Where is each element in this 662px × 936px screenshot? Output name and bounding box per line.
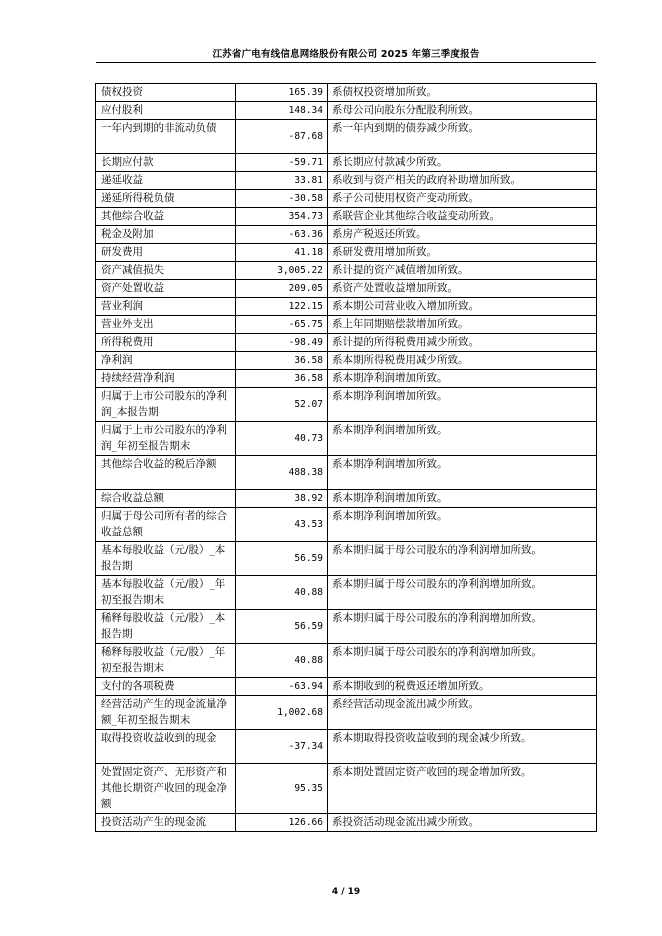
item-cell: 递延所得税负债 [96,190,236,208]
table-row [96,814,597,832]
reason-cell: 系本期净利润增加所致。 [328,422,597,456]
item-cell: 支付的各项税费 [96,678,236,696]
table-row [96,764,597,814]
item-cell: 稀释每股收益（元/股）_本报告期 [96,610,236,644]
value-cell: 40.88 [236,644,328,678]
item-cell: 经营活动产生的现金流量净额_年初至报告期末 [96,696,236,730]
item-cell: 投资活动产生的现金流 [96,814,236,832]
reason-cell: 系本期取得投资收益收到的现金减少所致。 [328,730,597,764]
reason-cell: 系本期归属于母公司股东的净利润增加所致。 [328,610,597,644]
reason-cell: 系本期净利润增加所致。 [328,370,597,388]
reason-cell: 系经营活动现金流出减少所致。 [328,696,597,730]
table-row [96,610,597,644]
reason-cell: 系本期收到的税费返还增加所致。 [328,678,597,696]
reason-cell: 系一年内到期的债券减少所致。 [328,120,597,154]
table-row [96,370,597,388]
reason-cell: 系收到与资产相关的政府补助增加所致。 [328,172,597,190]
item-cell: 税金及附加 [96,226,236,244]
item-cell: 净利润 [96,352,236,370]
value-cell: -59.71 [236,154,328,172]
value-cell: 95.35 [236,764,328,814]
table-row [96,490,597,508]
value-cell: 52.07 [236,388,328,422]
item-cell: 应付股利 [96,102,236,120]
item-cell: 处置固定资产、无形资产和其他长期资产收回的现金净额 [96,764,236,814]
item-cell: 营业利润 [96,298,236,316]
table-body [96,84,597,832]
table-row [96,542,597,576]
table-row [96,696,597,730]
value-cell: 43.53 [236,508,328,542]
page-number: 4 / 19 [331,887,361,897]
value-cell: -87.68 [236,120,328,154]
value-cell: 38.92 [236,490,328,508]
value-cell: -98.49 [236,334,328,352]
value-cell: -37.34 [236,730,328,764]
value-cell: 148.34 [236,102,328,120]
reason-cell: 系本期归属于母公司股东的净利润增加所致。 [328,644,597,678]
value-cell: -65.75 [236,316,328,334]
value-cell: -63.94 [236,678,328,696]
item-cell: 持续经营净利润 [96,370,236,388]
item-cell: 所得税费用 [96,334,236,352]
value-cell: 209.05 [236,280,328,298]
item-cell: 归属于上市公司股东的净利润_年初至报告期末 [96,422,236,456]
reason-cell: 系本期处置固定资产收回的现金增加所致。 [328,764,597,814]
table-row [96,730,597,764]
value-cell: 41.18 [236,244,328,262]
table-row [96,84,597,102]
reason-cell: 系本期公司营业收入增加所致。 [328,298,597,316]
item-cell: 其他综合收益 [96,208,236,226]
reason-cell: 系债权投资增加所致。 [328,84,597,102]
table-row [96,316,597,334]
table-row [96,190,597,208]
item-cell: 递延收益 [96,172,236,190]
item-cell: 取得投资收益收到的现金 [96,730,236,764]
header-rule [96,62,596,63]
item-cell: 长期应付款 [96,154,236,172]
table-row [96,508,597,542]
table-row [96,226,597,244]
reason-cell: 系上年同期赔偿款增加所致。 [328,316,597,334]
reason-cell: 系投资活动现金流出减少所致。 [328,814,597,832]
reason-cell: 系本期净利润增加所致。 [328,388,597,422]
value-cell: 56.59 [236,542,328,576]
value-cell: 488.38 [236,456,328,490]
table-row [96,262,597,280]
reason-cell: 系母公司向股东分配股利所致。 [328,102,597,120]
item-cell: 归属于上市公司股东的净利润_本报告期 [96,388,236,422]
table-row [96,388,597,422]
reason-cell: 系本期归属于母公司股东的净利润增加所致。 [328,576,597,610]
value-cell: 36.58 [236,352,328,370]
table-row [96,334,597,352]
item-cell: 基本每股收益（元/股）_本报告期 [96,542,236,576]
item-cell: 研发费用 [96,244,236,262]
table-row [96,298,597,316]
item-cell: 一年内到期的非流动负债 [96,120,236,154]
item-cell: 归属于母公司所有者的综合收益总额 [96,508,236,542]
table-row [96,102,597,120]
change-reason-table [95,83,597,832]
reason-cell: 系长期应付款减少所致。 [328,154,597,172]
value-cell: -63.36 [236,226,328,244]
report-header: 江苏省广电有线信息网络股份有限公司 2025 年第三季度报告 [212,49,480,60]
reason-cell: 系本期净利润增加所致。 [328,456,597,490]
value-cell: 1,002.68 [236,696,328,730]
reason-cell: 系本期净利润增加所致。 [328,490,597,508]
table-row [96,456,597,490]
value-cell: 165.39 [236,84,328,102]
item-cell: 综合收益总额 [96,490,236,508]
value-cell: 3,005.22 [236,262,328,280]
table-row [96,208,597,226]
item-cell: 基本每股收益（元/股）_年初至报告期末 [96,576,236,610]
value-cell: 56.59 [236,610,328,644]
table-row [96,244,597,262]
reason-cell: 系房产税返还所致。 [328,226,597,244]
reason-cell: 系联营企业其他综合收益变动所致。 [328,208,597,226]
value-cell: 40.88 [236,576,328,610]
reason-cell: 系本期净利润增加所致。 [328,508,597,542]
table-row [96,678,597,696]
table-row [96,154,597,172]
value-cell: 126.66 [236,814,328,832]
table-row [96,352,597,370]
value-cell: 40.73 [236,422,328,456]
value-cell: 354.73 [236,208,328,226]
reason-cell: 系本期所得税费用减少所致。 [328,352,597,370]
table-row [96,644,597,678]
value-cell: 122.15 [236,298,328,316]
item-cell: 其他综合收益的税后净额 [96,456,236,490]
item-cell: 资产减值损失 [96,262,236,280]
value-cell: -30.58 [236,190,328,208]
reason-cell: 系子公司使用权资产变动所致。 [328,190,597,208]
reason-cell: 系本期归属于母公司股东的净利润增加所致。 [328,542,597,576]
item-cell: 资产处置收益 [96,280,236,298]
table-row [96,120,597,154]
reason-cell: 系计提的所得税费用减少所致。 [328,334,597,352]
table-row [96,422,597,456]
value-cell: 33.81 [236,172,328,190]
table-row [96,576,597,610]
table-row [96,172,597,190]
reason-cell: 系资产处置收益增加所致。 [328,280,597,298]
item-cell: 营业外支出 [96,316,236,334]
reason-cell: 系研发费用增加所致。 [328,244,597,262]
table-row [96,280,597,298]
reason-cell: 系计提的资产减值增加所致。 [328,262,597,280]
item-cell: 债权投资 [96,84,236,102]
value-cell: 36.58 [236,370,328,388]
item-cell: 稀释每股收益（元/股）_年初至报告期末 [96,644,236,678]
